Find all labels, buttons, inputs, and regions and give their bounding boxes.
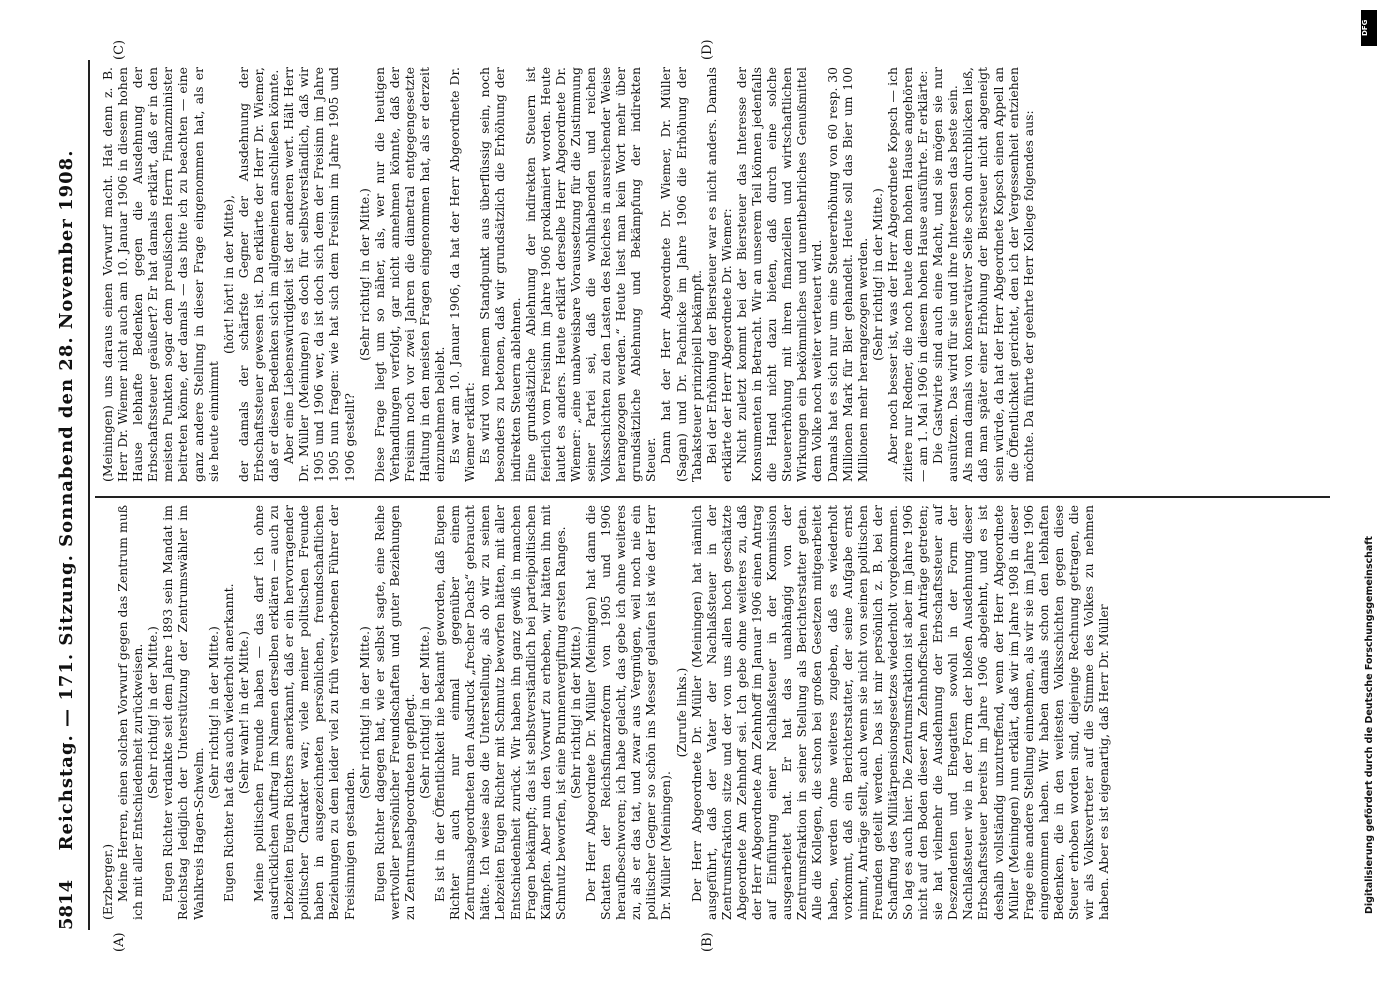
margin-mark-a: (A) — [112, 932, 127, 952]
paragraph: Eugen Richter verdankte seit dem Jahre 1893 sein Mandat im Reichstag lediglich der Unterstützung der Zentrumswähler im Wahlkreis Hagen-Schwelm. — [160, 505, 206, 920]
paragraph: Es wird von meinem Standpunkt aus überflüssig sein, noch besonders zu betonen, daß wir grundsätzlich die Erhöhung der indirekten Steuern ablehnen. — [477, 67, 523, 482]
paragraph: (Sehr richtig! in der Mitte.) — [356, 188, 372, 361]
paragraph: Bei der Erhöhung der Biersteuer war es nicht anders. Damals erklärte der Herr Abgeordnete Dr. Wiemer: — [703, 67, 734, 482]
paragraph: (Sehr richtig! in der Mitte.) — [416, 626, 432, 799]
paragraph: Diese Frage liegt um so näher, als, wer nur die heutigen Verhandlungen verfolgt, gar nicht annehmen könnte, daß der Freisinn noch vor zwei Jahren die diametral entgegengesetzte Haltung in den meisten Fragen eingenommen hat, als er derzeit einzunehmen beliebt. — [371, 67, 448, 482]
paragraph: (Sehr richtig! in der Mitte.) — [145, 626, 161, 799]
page-number: 5814 — [56, 879, 77, 930]
paragraph: Eugen Richter hat das auch wiederholt anerkannt. — [220, 583, 236, 902]
margin-mark-c: (C) — [112, 39, 127, 60]
paragraph: Der Herr Abgeordnete Dr. Müller (Meiningen) hat nämlich ausgeführt, daß der Vater der Nachlaßsteuer in der Zentrumsfraktion sitze und der von uns allen hoch geschätzte Abgeordnete Am Zehnhoff sei. Ich gebe ohne weiteres zu, daß der Herr Abgeordnete Am Zehnhoff im Januar 1906 einen Antrag auf Einführung einer Nachlaßsteuer in der Kommission ausgearbeitet hat. Er hat das unabhängig von der Zentrumsfraktion in seiner Stellung als Berichterstatter getan. Alle die Kollegen, die schon bei großen Gesetzen mitgearbeitet haben, werden ohne weiteres zugeben, daß es wiederholt vorkommt, daß ein Berichterstatter, der seine Aufgabe ernst nimmt, Anträge stellt, auch wenn sie nicht von seinen politischen Freunden geteilt werden. Das ist mir persönlich z. B. bei der Schaffung des Militärpensionsgesetzes wiederholt vorgekommen. So lag es auch hier. Die Zentrumsfraktion ist aber im Jahre 1906 nicht auf den Boden dieser Am Zehnhoffschen Anträge getreten; sie hat vielmehr die Ausdehnung der Erbschaftssteuer auf Deszendenten und Ehegatten sowohl in der Form der Nachlaßsteuer wie in der Form der bloßen Ausdehnung dieser Erbschaftssteuer bereits im Jahre 1906 abgelehnt, und es ist deshalb vollständig unzutreffend, wenn der Herr Abgeordnete Müller (Meiningen) nun erklärt, daß wir im Jahre 1908 in dieser Frage eine andere Stellung einnehmen, als wir sie im Jahre 1906 eingenommen haben. Wir haben damals schon den lebhaften Bedenken, die in den weitesten Volksschichten gegen diese Steuer erhoben worden sind, diejenige Rechnung getragen, die wir als Volksvertreter auf die Stimme des Volkes zu nehmen haben. Aber es ist eigenartig, daß Herr Dr. Müller — [688, 505, 1112, 920]
paragraph: der damals der schärfste Gegner der Ausdehnung der Erbschaftssteuer gewesen ist. Da erklärte der Herr Dr. Wiemer, daß er diesen Bedenken sich im allgemeinen anschließen könnte. — [235, 67, 282, 482]
paragraph: (Sehr richtig! in der Mitte.) — [869, 188, 885, 361]
margin-mark-d: (D) — [700, 39, 715, 60]
page-title: Reichstag. — 171. Sitzung. Sonnabend den 28. November 1908. — [56, 149, 77, 851]
paragraph: (Erzberger.) — [100, 843, 115, 920]
paragraph: Als man damals von konservativer Seite schon durchblicken ließ, daß man später einer Erhöhung der Biersteuer nicht abgeneigt sein würde, da hat der Herr Abgeordnete Kopsch einen Appell an die Öffentlichkeit gerichtet, den ich der Vergessenheit entziehen möchte. Da führte der geehrte Herr Kollege folgendes aus: — [960, 67, 1036, 482]
paragraph: Aber noch besser ist, was der Herr Abgeordnete Kopsch — ich zitiere nur Redner, die noch heute dem hohen Hause angehören — am 1. Mai 1906 in diesem hohen Hause ausführte. Er erklärte: — [884, 67, 931, 482]
paragraph: (Sehr richtig! in der Mitte.) — [356, 626, 372, 799]
paragraph: (Sehr richtig! in der Mitte.) — [205, 626, 221, 799]
left-column — [100, 505, 1111, 920]
paragraph: Aber eine Liebenswürdigkeit ist der anderen wert. Hält Herr Dr. Müller (Meiningen) es doch für selbstverständlich, daß wir 1905 und 1906 wer, da ist doch sich dem der Freisinn im Jahre 1905 nun fragen: wie hat sich dem Freisinn im Jahre 1905 und 1906 gestellt? — [281, 67, 357, 482]
paragraph: Es war am 10. Januar 1906, da hat der Herr Abgeordnete Dr. Wiemer erklärt: — [447, 67, 478, 482]
page-header — [48, 0, 88, 1000]
paragraph: Meine Herren, einen solchen Vorwurf gegen das Zentrum muß ich mit aller Entschiedenheit zurückweisen. — [115, 505, 146, 920]
digitization-credit — [1357, 0, 1383, 1000]
paragraph: Damals hat es sich nur um eine Steuererhöhung von 60 resp. 30 Millionen Mark für Bier gehandelt. Heute soll das Bier um 100 Millionen mehr herangezogen werden. — [824, 67, 870, 482]
paragraph: Der Herr Abgeordnete Dr. Müller (Meiningen) hat dann die Schatten der Reichsfinanzreform von 1905 und 1906 heraufbeschworen; ich habe gelacht, das gebe ich ohne weiteres zu, als er das tat, und zwar aus Vergnügen, weil noch nie ein politischer Gegner so schön ins Messer gelaufen ist wie der Herr Dr. Müller (Meiningen). — [583, 505, 674, 920]
paragraph: Dann hat der Herr Abgeordnete Dr. Wiemer, Dr. Müller (Sagan) und Dr. Pachnicke im Jahre 1906 die Erhöhung der Tabaksteuer prinzipiell bekämpft. — [658, 67, 704, 482]
paragraph: Es ist in der Öffentlichkeit nie bekannt geworden, daß Eugen Richter auch nur einmal gegenüber einem Zentrumsabgeordneten den Ausdruck „frecher Dachs“ gebraucht hätte. Ich weise also die Unterstellung, als ob wir zu seinen Lebzeiten Eugen Richter mit Schmutz beworfen hätten, mit aller Entschiedenheit zurück. Wir haben ihn ganz gewiß in manchen Fragen bekämpft; das ist selbstverständlich bei parteipolitischen Kämpfen. Aber nun den Vorwurf zu erheben, wir hätten ihn mit Schmutz beworfen, ist eine Brunnenvergiftung ersten Ranges. — [432, 505, 568, 920]
paragraph: (hört! hört! in der Mitte), — [220, 194, 236, 355]
margin-mark-b: (B) — [700, 932, 715, 952]
column-divider — [95, 496, 1330, 498]
paragraph: Die Gastwirte sind auch eine Macht, und sie mögen sie nur ausnützen. Das wird für sie und ihre Interessen das beste sein. — [930, 67, 961, 482]
right-column — [100, 67, 1036, 482]
paragraph: Eine grundsätzliche Ablehnung der indirekten Steuern ist feierlich vom Freisinn im Jahre 1906 proklamiert worden. Heute lautet es anders. Heute erklärt derselbe Herr Abgeordnete Dr. Wiemer: „eine unabweisbare Voraussetzung für die Zustimmung seiner Partei sei, daß die wohlhabenden und reichen Volksschichten zu den Lasten des Reiches in ausreichender Weise herangezogen werden.“ Heute liest man kein Wort mehr über grundsätzliche Ablehnung und Bekämpfung der indirekten Steuer. — [522, 67, 659, 482]
paragraph: (Zurufe links.) — [673, 667, 689, 758]
credit-text: Digitalisierung gefördert durch die Deutsche Forschungsgemeinschaft — [1364, 536, 1375, 914]
paragraph: Meine politischen Freunde haben — das darf ich ohne ausdrücklichen Auftrag im Namen derselben erklären — auch zu Lebzeiten Eugen Richters anerkannt, daß er ein hervorragender politischer Charakter war; viele meiner politischen Freunde haben in ausgezeichneten persönlichen, freundschaftlichen Beziehungen zu dem leider viel zu früh verstorbenen Führer der Freisinnigen gestanden. — [250, 505, 357, 920]
paragraph: (Meiningen) uns daraus einen Vorwurf macht. Hat denn z. B. Herr Dr. Wiemer nicht auch am 10. Januar 1906 in diesem hohen Hause lebhafte Bedenken gegen die Ausdehnung der Erbschaftssteuer geäußert? Er hat damals erklärt, daß er in den meisten Punkten sogar dem preußischen Herrn Finanzminister beitreten könne, der damals — das bitte ich zu beachten — eine ganz andere Stellung in dieser Frage eingenommen hat, als er sie heute einnimmt — [100, 67, 221, 482]
paragraph: (Sehr wahr! in der Mitte.) — [235, 630, 251, 795]
dfg-logo: DFG — [1361, 10, 1377, 46]
paragraph: Eugen Richter dagegen hat, wie er selbst sagte, eine Reihe wertvoller persönlicher Freundschaften und guter Beziehungen zu Zentrumsabgeordneten gepflegt. — [371, 505, 417, 920]
paragraph: Nicht zuletzt kommt bei der Biersteuer das Interesse der Konsumenten in Betracht. Wir an unserem Teil können jedenfalls die Hand nicht dazu bieten, daß durch eine solche Steuererhöhung mit ihren finanziellen und wirtschaftlichen Wirkungen ein bekömmliches und unentbehrliches Genußmittel dem Volke noch weiter verteuert wird. — [733, 67, 825, 482]
paragraph: (Sehr richtig! in der Mitte.) — [567, 626, 583, 799]
header-rule — [88, 60, 90, 930]
